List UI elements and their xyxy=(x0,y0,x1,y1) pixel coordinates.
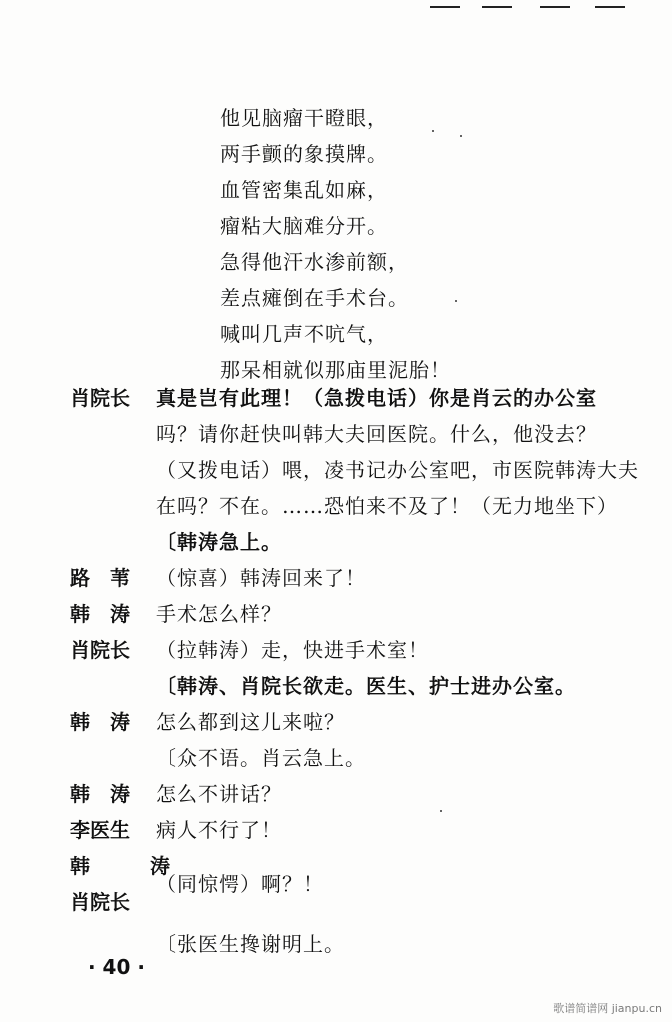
speaker-name: 肖院长 xyxy=(70,638,130,662)
dialogue-line: （拉韩涛）走，快进手术室！ xyxy=(156,638,429,662)
stage-direction-row xyxy=(70,926,630,962)
dialogue-row xyxy=(70,704,630,740)
verse-line: 瘤粘大脑难分开。 xyxy=(220,214,388,238)
verse-block xyxy=(220,100,620,388)
speaker-name: 韩 涛 xyxy=(70,782,130,806)
verse-line: 他见脑瘤干瞪眼， xyxy=(220,106,388,130)
verse-line: 喊叫几声不吭气， xyxy=(220,322,388,346)
speaker-name: 路 苇 xyxy=(70,566,130,590)
page-number: · 40 · xyxy=(88,955,145,979)
dialogue-line: 病人不行了！ xyxy=(156,818,282,842)
verse-line: 急得他汗水渗前额， xyxy=(220,250,409,274)
dialogue-line: 怎么都到这儿来啦？ xyxy=(156,710,345,734)
dialogue-row xyxy=(70,416,630,452)
dialogue-line: （惊喜）韩涛回来了！ xyxy=(156,566,366,590)
dialogue-row xyxy=(70,452,639,488)
dialogue-row xyxy=(70,560,630,596)
stage-direction: 〔韩涛急上。 xyxy=(156,530,282,554)
dialogue-block xyxy=(70,380,639,962)
dialogue-row xyxy=(70,776,630,812)
dialogue-row xyxy=(70,488,630,524)
verse-line: 血管密集乱如麻， xyxy=(220,178,388,202)
verse-line: 差点瘫倒在手术台。 xyxy=(220,286,409,310)
dialogue-line: （同惊愕）啊？！ xyxy=(156,872,324,896)
speaker-name: 肖院长 xyxy=(70,386,130,410)
stage-direction-row xyxy=(70,524,630,560)
stage-direction: 〔众不语。肖云急上。 xyxy=(156,746,366,770)
verse-line: 两手颤的象摸牌。 xyxy=(220,142,388,166)
top-rule xyxy=(540,6,570,8)
speaker-name: 韩 涛 xyxy=(70,854,190,878)
speaker-name: 韩 涛 xyxy=(70,710,130,734)
dialogue-line: 在吗？不在。……恐怕来不及了！（无力地坐下） xyxy=(156,494,618,518)
dialogue-row xyxy=(70,596,630,632)
joint-dialogue-row xyxy=(70,848,630,920)
speaker-name: 肖院长 xyxy=(70,890,130,914)
dialogue-line: 吗？请你赶快叫韩大夫回医院。什么，他没去？ xyxy=(156,422,597,446)
dialogue-line: 真是岂有此理！（急拨电话）你是肖云的办公室 xyxy=(156,386,597,410)
speaker-name: 韩 涛 xyxy=(70,602,130,626)
stage-direction: 〔张医生搀谢明上。 xyxy=(156,932,345,956)
dialogue-row xyxy=(70,380,630,416)
stage-direction-row xyxy=(70,668,630,704)
dialogue-row xyxy=(70,812,630,848)
watermark: 歌谱简谱网 jianpu.cn xyxy=(553,1002,662,1015)
stage-direction: 〔韩涛、肖院长欲走。医生、护士进办公室。 xyxy=(156,674,576,698)
top-rule xyxy=(595,6,625,8)
top-rule xyxy=(430,6,460,8)
top-rule xyxy=(482,6,512,8)
dialogue-line: 怎么不讲话？ xyxy=(156,782,282,806)
speaker-name: 李医生 xyxy=(70,818,130,842)
stage-direction-row xyxy=(70,740,630,776)
dialogue-line: 手术怎么样？ xyxy=(156,602,282,626)
verse-line: 那呆相就似那庙里泥胎！ xyxy=(220,358,451,382)
dialogue-line: （又拨电话）喂，凌书记办公室吧，市医院韩涛大夫 xyxy=(156,458,639,482)
dialogue-row xyxy=(70,632,630,668)
